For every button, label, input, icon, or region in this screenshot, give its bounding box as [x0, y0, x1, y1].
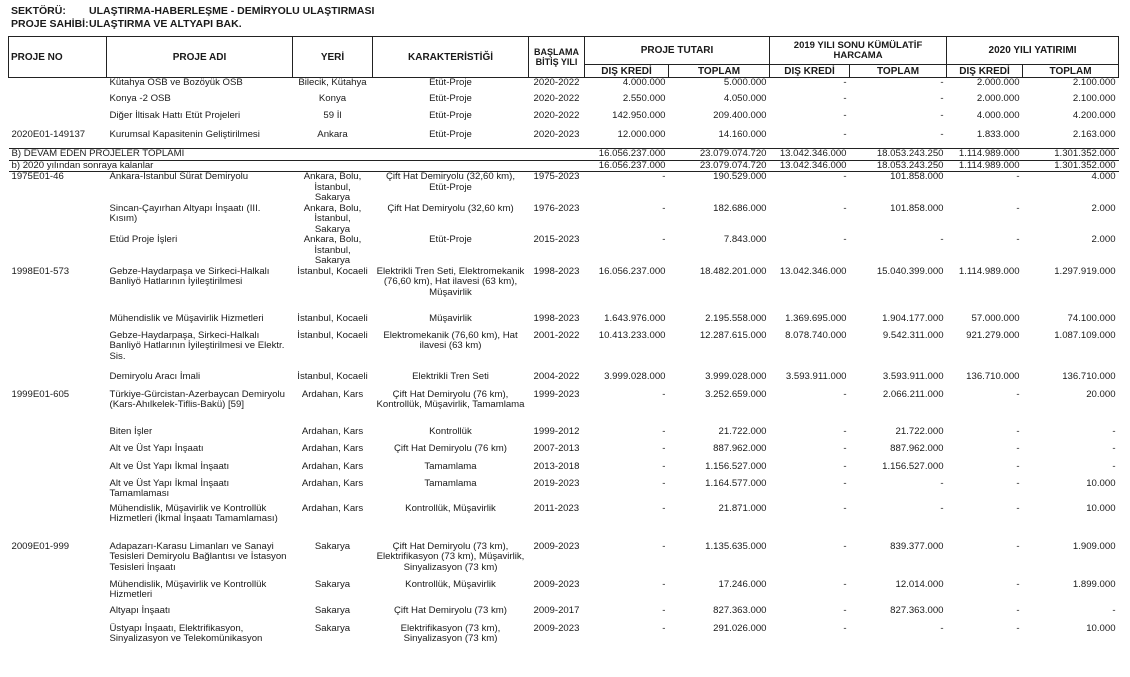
project-name-cell: Alt ve Üst Yapı İkmal İnşaatı Tamamlaması [109, 477, 230, 499]
location-cell: Ardahan, Kars [301, 502, 364, 514]
harcama-toplam-cell: - [940, 502, 944, 514]
table-row [9, 504, 1119, 542]
table-row [9, 580, 1119, 606]
harcama-toplam-cell: 839.377.000 [890, 540, 944, 552]
years-cell: 2001-2022 [533, 329, 580, 341]
owner-value: ULAŞTIRMA VE ALTYAPI BAK. [89, 18, 242, 30]
years-cell: 2007-2013 [533, 442, 580, 454]
years-cell: 1998-2023 [533, 312, 580, 324]
project-name-cell: Gebze-Haydarpaşa, Sirkeci-Halkalı Banliyö Hatlarının İyileştirilmesi ve Elektr. Sis. [109, 329, 285, 362]
harcama-toplam-cell: 2.066.211.000 [882, 388, 944, 400]
yatirim-toplam-cell: 2.100.000 [1072, 77, 1116, 88]
proje-toplam-cell: 23.079.074.720 [669, 160, 770, 172]
location-cell: 59 İl [323, 109, 342, 121]
harcama-dis-kredi-cell: - [843, 171, 847, 182]
header-dis-kredi: DIŞ KREDİ [770, 65, 850, 78]
years-cell: 2013-2018 [533, 460, 580, 472]
header-proje-no: PROJE NO [9, 37, 107, 78]
yatirim-toplam-cell: 136.710.000 [1062, 370, 1116, 382]
yatirim-dis-kredi-cell: - [1016, 425, 1020, 437]
proje-dis-kredi-cell: 16.056.237.000 [598, 265, 666, 277]
project-no-cell [9, 235, 107, 267]
harcama-toplam-cell: 827.363.000 [890, 604, 944, 616]
table-row [9, 542, 1119, 580]
proje-toplam-cell: 182.686.000 [713, 202, 767, 214]
yatirim-dis-kredi-cell: - [1016, 202, 1020, 214]
characteristic-cell: Çift Hat Demiryolu (32,60 km) [387, 202, 514, 214]
harcama-dis-kredi-cell: - [843, 604, 847, 616]
harcama-toplam-cell: - [940, 92, 944, 104]
proje-dis-kredi-cell: - [662, 477, 666, 489]
proje-toplam-cell: 21.871.000 [718, 502, 767, 514]
table-row [9, 314, 1119, 331]
yatirim-toplam-cell: 1.909.000 [1072, 540, 1116, 552]
years-cell: 1999-2012 [533, 425, 580, 437]
harcama-toplam-cell: 15.040.399.000 [876, 265, 944, 277]
proje-toplam-cell: 23.079.074.720 [669, 149, 770, 161]
header-proje-tutari: PROJE TUTARI [585, 37, 770, 65]
proje-dis-kredi-cell: 16.056.237.000 [585, 160, 669, 172]
years-cell: 2009-2017 [533, 604, 580, 616]
years-cell: 2015-2023 [533, 234, 580, 245]
years-cell: 2011-2023 [533, 502, 580, 514]
table-row [9, 172, 1119, 204]
years-cell: 2020-2022 [533, 92, 580, 104]
proje-toplam-cell: 4.050.000 [723, 92, 767, 104]
harcama-dis-kredi-cell: - [843, 77, 847, 88]
project-no-cell [9, 111, 107, 130]
project-name-cell: Mühendislik ve Müşavirlik Hizmetleri [109, 312, 264, 324]
harcama-dis-kredi-cell: - [843, 622, 847, 634]
yatirim-toplam-cell: 4.200.000 [1072, 109, 1116, 121]
table-row [9, 267, 1119, 314]
project-no-cell [9, 624, 107, 654]
header-dis-kredi: DIŞ KREDİ [947, 65, 1023, 78]
harcama-toplam-cell: - [940, 77, 944, 88]
years-cell: 1998-2023 [533, 265, 580, 277]
proje-dis-kredi-cell: - [662, 425, 666, 437]
harcama-dis-kredi-cell: 13.042.346.000 [770, 160, 850, 172]
yatirim-toplam-cell: 10.000 [1086, 622, 1116, 634]
yatirim-dis-kredi-cell: 136.710.000 [966, 370, 1020, 382]
proje-toplam-cell: 21.722.000 [718, 425, 767, 437]
owner-label: PROJE SAHİBİ: [11, 18, 89, 30]
table-row [9, 331, 1119, 372]
yatirim-toplam-cell: 10.000 [1086, 502, 1116, 514]
harcama-dis-kredi-cell: - [843, 388, 847, 400]
yatirim-dis-kredi-cell: - [1016, 388, 1020, 400]
header-toplam: TOPLAM [850, 65, 947, 78]
location-cell: Ardahan, Kars [301, 425, 364, 437]
harcama-toplam-cell: - [940, 234, 944, 245]
proje-dis-kredi-cell: - [662, 502, 666, 514]
proje-toplam-cell: 1.164.577.000 [705, 477, 767, 489]
location-cell: Sakarya [314, 622, 351, 634]
harcama-dis-kredi-cell: 13.042.346.000 [770, 149, 850, 161]
proje-dis-kredi-cell: 2.550.000 [622, 92, 666, 104]
location-cell: İstanbul, Kocaeli [297, 329, 368, 341]
project-name-cell: Biten İşler [109, 425, 153, 437]
harcama-dis-kredi-cell: - [843, 578, 847, 590]
proje-toplam-cell: 12.287.615.000 [699, 329, 767, 341]
characteristic-cell: Elektrifikasyon (73 km), Sinyalizasyon (73 km) [400, 622, 501, 644]
harcama-toplam-cell: 21.722.000 [895, 425, 944, 437]
table-row [9, 372, 1119, 390]
location-cell: Ankara, Bolu, İstanbul, Sakarya [303, 171, 362, 203]
location-cell: Ankara, Bolu, İstanbul, Sakarya [303, 202, 362, 235]
proje-toplam-cell: 7.843.000 [723, 234, 767, 245]
years-cell: 2019-2023 [533, 477, 580, 489]
proje-dis-kredi-cell: - [662, 171, 666, 182]
harcama-dis-kredi-cell: - [843, 109, 847, 121]
project-name-cell: Ankara-İstanbul Sürat Demiryolu [109, 171, 249, 182]
harcama-toplam-cell: - [940, 109, 944, 121]
table-row [9, 204, 1119, 236]
yatirim-toplam-cell: 1.899.000 [1072, 578, 1116, 590]
harcama-toplam-cell: 12.014.000 [895, 578, 944, 590]
proje-toplam-cell: 5.000.000 [723, 77, 767, 88]
project-no-cell: 1999E01-605 [11, 388, 70, 400]
project-name-cell: Türkiye-Gürcistan-Azerbaycan Demiryolu (Kars-Ahılkelek-Tiflis-Bakü) [59] [109, 388, 285, 410]
project-name-cell: Demiryolu Aracı İmali [109, 370, 201, 382]
harcama-dis-kredi-cell: - [843, 460, 847, 472]
table-row [9, 149, 1119, 161]
location-cell: İstanbul, Kocaeli [297, 370, 368, 382]
table-row [9, 444, 1119, 462]
section-total-label: B) DEVAM EDEN PROJELER TOPLAMI [9, 149, 585, 161]
proje-dis-kredi-cell: 3.999.028.000 [604, 370, 666, 382]
yatirim-dis-kredi-cell: - [1016, 477, 1020, 489]
proje-toplam-cell: 291.026.000 [713, 622, 767, 634]
proje-dis-kredi-cell: 1.643.976.000 [604, 312, 666, 324]
harcama-dis-kredi-cell: - [843, 92, 847, 104]
proje-toplam-cell: 3.999.028.000 [705, 370, 767, 382]
years-cell: 1975-2023 [533, 171, 580, 182]
proje-dis-kredi-cell: 12.000.000 [617, 128, 666, 140]
project-no-cell [9, 204, 107, 236]
table-row [9, 160, 1119, 172]
proje-toplam-cell: 17.246.000 [718, 578, 767, 590]
table-row [9, 427, 1119, 444]
project-name-cell: Mühendislik, Müşavirlik ve Kontrollük Hizmetleri (İkmal İnşaatı Tamamlaması) [109, 502, 278, 524]
yatirim-toplam-cell: 1.087.109.000 [1054, 329, 1116, 341]
harcama-dis-kredi-cell: 8.078.740.000 [785, 329, 847, 341]
harcama-toplam-cell: - [940, 622, 944, 634]
sector-value: ULAŞTIRMA-HABERLEŞME - DEMİRYOLU ULAŞTIRMASI [89, 5, 375, 17]
location-cell: Sakarya [314, 540, 351, 552]
yatirim-dis-kredi-cell: 921.279.000 [966, 329, 1020, 341]
characteristic-cell: Tamamlama [424, 477, 477, 489]
project-name-cell: Altyapı İnşaatı [109, 604, 171, 616]
project-no-cell [9, 462, 107, 479]
table-row [9, 624, 1119, 654]
harcama-toplam-cell: 887.962.000 [890, 442, 944, 454]
yatirim-toplam-cell: 2.000 [1091, 202, 1116, 214]
proje-dis-kredi-cell: - [662, 234, 666, 245]
proje-toplam-cell: 190.529.000 [713, 171, 767, 182]
characteristic-cell: Müşavirlik [429, 312, 472, 324]
proje-toplam-cell: 1.135.635.000 [705, 540, 767, 552]
characteristic-cell: Tamamlama [424, 460, 477, 472]
table-row [9, 606, 1119, 624]
yatirim-toplam-cell: 10.000 [1086, 477, 1116, 489]
sector-label: SEKTÖRÜ: [11, 5, 66, 17]
yatirim-dis-kredi-cell: 1.833.000 [976, 128, 1020, 140]
proje-dis-kredi-cell: - [662, 622, 666, 634]
harcama-toplam-cell: 101.858.000 [890, 202, 944, 214]
yatirim-toplam-cell: 1.301.352.000 [1023, 160, 1119, 172]
project-name-cell: Etüd Proje İşleri [109, 234, 178, 245]
location-cell: Ardahan, Kars [301, 442, 364, 454]
yatirim-dis-kredi-cell: 57.000.000 [971, 312, 1020, 324]
characteristic-cell: Etüt-Proje [429, 234, 472, 245]
location-cell: Ardahan, Kars [301, 477, 364, 489]
table-row [9, 78, 1119, 94]
table-body [9, 78, 1119, 654]
yatirim-toplam-cell: - [1112, 442, 1116, 454]
project-no-cell [9, 606, 107, 624]
yatirim-dis-kredi-cell: - [1016, 234, 1020, 245]
project-no-cell [9, 479, 107, 504]
harcama-toplam-cell: - [940, 128, 944, 140]
proje-toplam-cell: 827.363.000 [713, 604, 767, 616]
yatirim-dis-kredi-cell: - [1016, 604, 1020, 616]
project-name-cell: Alt ve Üst Yapı İkmal İnşaatı [109, 460, 230, 472]
yatirim-dis-kredi-cell: 2.000.000 [976, 77, 1020, 88]
header-toplam: TOPLAM [669, 65, 770, 78]
project-no-cell [9, 427, 107, 444]
project-no-cell [9, 331, 107, 372]
table-row [9, 479, 1119, 504]
project-no-cell [9, 504, 107, 542]
proje-toplam-cell: 2.195.558.000 [705, 312, 767, 324]
location-cell: Ankara [317, 128, 348, 140]
header-toplam: TOPLAM [1023, 65, 1119, 78]
harcama-toplam-cell: 1.156.527.000 [882, 460, 944, 472]
project-no-cell: 1998E01-573 [11, 265, 70, 277]
header-proje-adi: PROJE ADI [107, 37, 293, 78]
yatirim-dis-kredi-cell: - [1016, 442, 1020, 454]
years-cell: 1999-2023 [533, 388, 580, 400]
harcama-dis-kredi-cell: - [843, 128, 847, 140]
harcama-dis-kredi-cell: - [843, 477, 847, 489]
characteristic-cell: Elektromekanik (76,60 km), Hat ilavesi (63 km) [383, 329, 518, 351]
years-cell: 1976-2023 [533, 202, 580, 214]
header-dis-kredi: DIŞ KREDİ [585, 65, 669, 78]
yatirim-toplam-cell: - [1112, 425, 1116, 437]
table-row [9, 235, 1119, 267]
yatirim-toplam-cell: 1.297.919.000 [1054, 265, 1116, 277]
header-baslama-bitis: BAŞLAMA BİTİŞ YILI [529, 37, 585, 78]
proje-toplam-cell: 1.156.527.000 [705, 460, 767, 472]
characteristic-cell: Kontrollük [429, 425, 472, 437]
yatirim-toplam-cell: 4.000 [1091, 171, 1116, 182]
yatirim-dis-kredi-cell: 1.114.989.000 [947, 160, 1023, 172]
table-row [9, 462, 1119, 479]
proje-toplam-cell: 14.160.000 [718, 128, 767, 140]
yatirim-toplam-cell: 2.000 [1091, 234, 1116, 245]
proje-dis-kredi-cell: 16.056.237.000 [585, 149, 669, 161]
harcama-dis-kredi-cell: - [843, 442, 847, 454]
proje-dis-kredi-cell: - [662, 578, 666, 590]
characteristic-cell: Kontrollük, Müşavirlik [405, 578, 496, 590]
project-name-cell: Diğer İltisak Hattı Etüt Projeleri [109, 109, 241, 121]
characteristic-cell: Etüt-Proje [429, 128, 472, 140]
characteristic-cell: Kontrollük, Müşavirlik [405, 502, 496, 514]
yatirim-toplam-cell: 2.163.000 [1072, 128, 1116, 140]
harcama-toplam-cell: 1.904.177.000 [882, 312, 944, 324]
proje-dis-kredi-cell: - [662, 388, 666, 400]
location-cell: Ardahan, Kars [301, 388, 364, 400]
header-yatirim: 2020 YILI YATIRIMI [947, 37, 1119, 65]
project-no-cell [9, 444, 107, 462]
project-name-cell: Mühendislik, Müşavirlik ve Kontrollük Hizmetleri [109, 578, 267, 600]
yatirim-dis-kredi-cell: 4.000.000 [976, 109, 1020, 121]
project-no-cell: 2020E01-149137 [11, 128, 86, 140]
characteristic-cell: Etüt-Proje [429, 77, 472, 88]
proje-toplam-cell: 3.252.659.000 [705, 388, 767, 400]
location-cell: Ardahan, Kars [301, 460, 364, 472]
project-name-cell: Sincan-Çayırhan Altyapı İnşaatı (III. Kısım) [109, 202, 261, 224]
table-row [9, 390, 1119, 427]
project-no-cell: 1975E01-46 [11, 171, 64, 182]
project-no-cell [9, 78, 107, 94]
characteristic-cell: Çift Hat Demiryolu (32,60 km), Etüt-Proje [385, 171, 515, 193]
table-row [9, 130, 1119, 149]
project-no-cell [9, 94, 107, 111]
table-row [9, 111, 1119, 130]
yatirim-dis-kredi-cell: 1.114.989.000 [947, 149, 1023, 161]
location-cell: Sakarya [314, 604, 351, 616]
harcama-toplam-cell: 9.542.311.000 [882, 329, 944, 341]
harcama-dis-kredi-cell: 1.369.695.000 [785, 312, 847, 324]
header-yeri: YERİ [293, 37, 373, 78]
years-cell: 2009-2023 [533, 578, 580, 590]
project-name-cell: Alt ve Üst Yapı İnşaatı [109, 442, 204, 454]
subsection-label: b) 2020 yılından sonraya kalanlar [9, 160, 585, 172]
proje-toplam-cell: 887.962.000 [713, 442, 767, 454]
harcama-toplam-cell: 18.053.243.250 [850, 160, 947, 172]
yatirim-toplam-cell: 74.100.000 [1067, 312, 1116, 324]
proje-toplam-cell: 209.400.000 [713, 109, 767, 121]
harcama-dis-kredi-cell: - [843, 502, 847, 514]
project-no-cell [9, 372, 107, 390]
harcama-dis-kredi-cell: - [843, 425, 847, 437]
project-no-cell [9, 314, 107, 331]
table-row [9, 94, 1119, 111]
yatirim-dis-kredi-cell: - [1016, 460, 1020, 472]
project-no-cell: 2009E01-999 [11, 540, 70, 552]
yatirim-toplam-cell: 2.100.000 [1072, 92, 1116, 104]
location-cell: Ankara, Bolu, İstanbul, Sakarya [303, 234, 362, 266]
years-cell: 2009-2023 [533, 540, 580, 552]
proje-dis-kredi-cell: - [662, 604, 666, 616]
proje-dis-kredi-cell: - [662, 540, 666, 552]
characteristic-cell: Çift Hat Demiryolu (73 km) [393, 604, 507, 616]
characteristic-cell: Elektrikli Tren Seti, Elektromekanik (76,60 km), Hat ilavesi (63 km), Müşavirlik [376, 265, 525, 298]
proje-toplam-cell: 18.482.201.000 [699, 265, 767, 277]
yatirim-toplam-cell: - [1112, 460, 1116, 472]
harcama-dis-kredi-cell: - [843, 234, 847, 245]
yatirim-dis-kredi-cell: - [1016, 171, 1020, 182]
location-cell: İstanbul, Kocaeli [297, 265, 368, 277]
characteristic-cell: Çift Hat Demiryolu (76 km), Kontrollük, Müşavirlik, Tamamlama [376, 388, 525, 410]
yatirim-toplam-cell: - [1112, 604, 1116, 616]
characteristic-cell: Etüt-Proje [429, 109, 472, 121]
characteristic-cell: Elektrikli Tren Seti [412, 370, 489, 382]
project-name-cell: Gebze-Haydarpaşa ve Sirkeci-Halkalı Banliyö Hatlarının İyileştirilmesi [109, 265, 270, 287]
project-name-cell: Adapazarı-Karasu Limanları ve Sanayi Tesisleri Demiryolu Bağlantısı ve İstasyon Tesisleri İnşaatı [109, 540, 287, 573]
harcama-toplam-cell: - [940, 477, 944, 489]
project-table [8, 36, 1119, 654]
header-kumulatif-harcama: 2019 YILI SONU KÜMÜLATİF HARCAMA [770, 37, 947, 65]
location-cell: Bilecik, Kütahya [298, 77, 367, 88]
harcama-toplam-cell: 3.593.911.000 [882, 370, 944, 382]
location-cell: Sakarya [314, 578, 351, 590]
location-cell: İstanbul, Kocaeli [297, 312, 368, 324]
project-no-cell [9, 580, 107, 606]
yatirim-dis-kredi-cell: - [1016, 622, 1020, 634]
years-cell: 2020-2022 [533, 109, 580, 121]
proje-dis-kredi-cell: - [662, 202, 666, 214]
harcama-dis-kredi-cell: - [843, 202, 847, 214]
owner-line [11, 18, 242, 30]
yatirim-dis-kredi-cell: 1.114.989.000 [958, 265, 1020, 277]
characteristic-cell: Etüt-Proje [429, 92, 472, 104]
years-cell: 2004-2022 [533, 370, 580, 382]
harcama-toplam-cell: 18.053.243.250 [850, 149, 947, 161]
characteristic-cell: Çift Hat Demiryolu (76 km) [393, 442, 507, 454]
years-cell: 2020-2023 [533, 128, 580, 140]
project-name-cell: Kütahya OSB ve Bozöyük OSB [109, 77, 243, 88]
location-cell: Konya [318, 92, 347, 104]
proje-dis-kredi-cell: 142.950.000 [612, 109, 666, 121]
sector-line [11, 5, 374, 17]
harcama-dis-kredi-cell: - [843, 540, 847, 552]
yatirim-toplam-cell: 1.301.352.000 [1023, 149, 1119, 161]
years-cell: 2020-2022 [533, 77, 580, 88]
proje-dis-kredi-cell: - [662, 442, 666, 454]
yatirim-dis-kredi-cell: - [1016, 502, 1020, 514]
project-name-cell: Kurumsal Kapasitenin Geliştirilmesi [109, 128, 260, 140]
yatirim-dis-kredi-cell: 2.000.000 [976, 92, 1020, 104]
proje-dis-kredi-cell: 4.000.000 [622, 77, 666, 88]
project-name-cell: Konya -2 OSB [109, 92, 171, 104]
harcama-dis-kredi-cell: 3.593.911.000 [785, 370, 847, 382]
harcama-toplam-cell: 101.858.000 [890, 171, 944, 182]
yatirim-dis-kredi-cell: - [1016, 540, 1020, 552]
proje-dis-kredi-cell: 10.413.233.000 [598, 329, 666, 341]
years-cell: 2009-2023 [533, 622, 580, 634]
yatirim-dis-kredi-cell: - [1016, 578, 1020, 590]
proje-dis-kredi-cell: - [662, 460, 666, 472]
project-name-cell: Üstyapı İnşaatı, Elektrifikasyon, Sinyalizasyon ve Telekomünikasyon [109, 622, 263, 644]
yatirim-toplam-cell: 20.000 [1086, 388, 1116, 400]
characteristic-cell: Çift Hat Demiryolu (73 km), Elektrifikasyon (73 km), Müşavirlik, Sinyalizasyon (73 km) [376, 540, 525, 573]
harcama-dis-kredi-cell: 13.042.346.000 [779, 265, 847, 277]
header-karakteristigi: KARAKTERİSTİĞİ [373, 37, 529, 78]
